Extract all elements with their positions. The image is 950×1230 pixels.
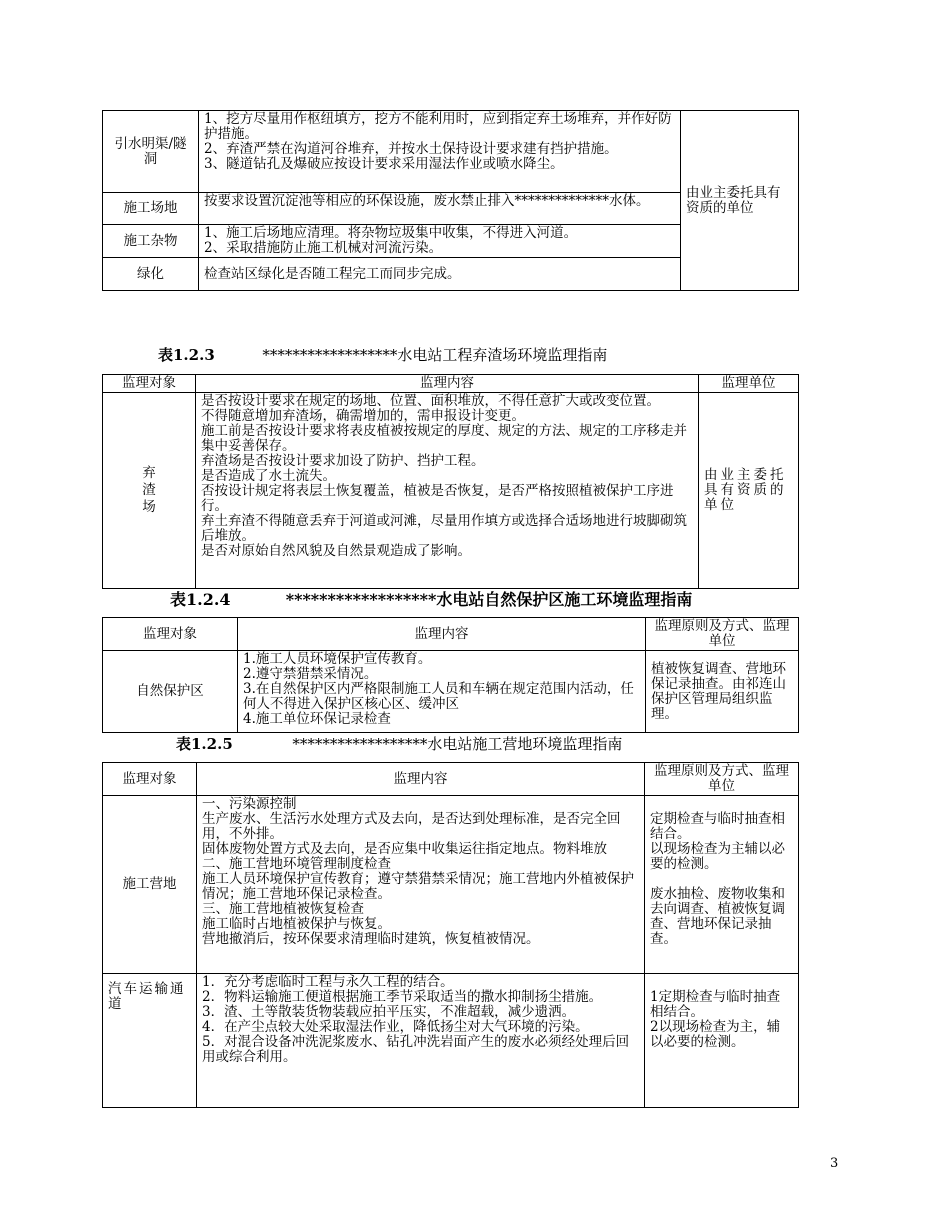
table-caption bbox=[158, 346, 607, 364]
content-line: 2、采取措施防止施工机械对河流污染。 bbox=[204, 240, 443, 256]
page-number: 3 bbox=[830, 1156, 839, 1171]
caption-number: 表1.2.4 bbox=[170, 590, 231, 609]
supervision-unit: 由业主委托具有资质的单位 bbox=[699, 393, 799, 589]
method-line: 1定期检查与临时抽查相结合。 bbox=[650, 989, 781, 1020]
table-caption bbox=[176, 735, 622, 753]
content-line: 1.施工人员环境保护宣传教育。 bbox=[243, 651, 432, 667]
content-line: 5．对混合设备冲洗泥浆废水、钻孔冲洗岩面产生的废水必须经处理后回用或综合利用。 bbox=[202, 1034, 630, 1065]
content-line: 3、隧道钻孔及爆破应按设计要求采用湿法作业或喷水降尘。 bbox=[204, 156, 564, 172]
content-line: 按要求设置沉淀池等相应的环保设施，废水禁止排入**************水体。 bbox=[204, 193, 650, 209]
row-object bbox=[103, 393, 196, 589]
row-object: 自然保护区 bbox=[103, 651, 238, 733]
content-line: 1、挖方尽量用作枢纽填方，挖方不能利用时，应到指定弃土场堆弃，并作好防护措施。 bbox=[204, 111, 672, 142]
content-line: 是否造成了水土流失。 bbox=[201, 468, 336, 484]
supervision-unit: 由业主委托具有资质的单位 bbox=[681, 111, 799, 291]
table-row bbox=[103, 651, 799, 733]
caption-number: 表1.2.3 bbox=[158, 346, 215, 364]
column-header: 监理内容 bbox=[196, 375, 699, 393]
column-header: 监理对象 bbox=[103, 375, 196, 393]
content-line: 生产废水、生活污水处理方式及去向，是否达到处理标准，是否完全回用，不外排。 bbox=[202, 811, 621, 842]
row-object: 施工营地 bbox=[103, 796, 197, 974]
column-header: 监理对象 bbox=[103, 763, 197, 796]
column-header: 监理原则及方式、监理单位 bbox=[646, 618, 799, 651]
column-header: 监理对象 bbox=[103, 618, 238, 651]
row-content bbox=[199, 258, 681, 291]
method-line: 定期检查与临时抽查相结合。 bbox=[650, 811, 785, 842]
content-line: 固体废物处置方式及去向，是否应集中收集运往指定地点。物料堆放 bbox=[202, 841, 607, 857]
object-label: 弃渣场 bbox=[142, 465, 156, 515]
row-content bbox=[238, 651, 646, 733]
column-header: 监理单位 bbox=[699, 375, 799, 393]
row-content bbox=[199, 225, 681, 258]
caption-title: ******************水电站施工营地环境监理指南 bbox=[292, 735, 623, 753]
method-line bbox=[650, 872, 793, 887]
content-line: 1、施工后场地应清理。将杂物垃圾集中收集，不得进入河道。 bbox=[204, 225, 578, 241]
row-content bbox=[196, 393, 699, 589]
content-line: 2.遵守禁猎禁采情况。 bbox=[243, 666, 378, 682]
content-line: 检查站区绿化是否随工程完工而同步完成。 bbox=[204, 265, 461, 282]
content-line: 营地撤消后，按环保要求清理临时建筑，恢复植被情况。 bbox=[202, 931, 540, 947]
content-line: 不得随意增加弃渣场，确需增加的，需申报设计变更。 bbox=[201, 408, 525, 424]
spoil-area-table bbox=[102, 374, 799, 589]
content-line: 施工人员环境保护宣传教育；遵守禁猎禁采情况；施工营地内外植被保护情况；施工营地环保记录检查。 bbox=[202, 871, 634, 902]
content-line: 否按设计规定将表层土恢复覆盖，植被是否恢复，是否严格按照植被保护工序进行。 bbox=[201, 483, 674, 514]
table-row bbox=[103, 796, 799, 974]
table-row bbox=[103, 111, 799, 193]
row-content bbox=[197, 974, 645, 1108]
table-caption bbox=[170, 591, 692, 609]
content-line: 3.在自然保护区内严格限制施工人员和车辆在规定范围内活动，任何人不得进入保护区核心区、缓冲区 bbox=[243, 681, 634, 712]
column-header: 监理内容 bbox=[197, 763, 645, 796]
table-row bbox=[103, 974, 799, 1108]
diversion-works-table bbox=[102, 110, 799, 291]
caption-title: ******************水电站自然保护区施工环境监理指南 bbox=[285, 590, 693, 609]
content-line: 三、施工营地植被恢复检查 bbox=[202, 901, 364, 917]
content-line: 是否对原始自然风貌及自然景观造成了影响。 bbox=[201, 543, 471, 559]
method-line: 以现场检查为主辅以必要的检测。 bbox=[650, 841, 785, 872]
content-line: 施工临时占地植被保护与恢复。 bbox=[202, 916, 391, 932]
row-object: 施工场地 bbox=[103, 193, 199, 225]
column-header: 监理内容 bbox=[238, 618, 646, 651]
row-object: 绿化 bbox=[103, 258, 199, 291]
row-content bbox=[197, 796, 645, 974]
table-header-row bbox=[103, 763, 799, 796]
row-content bbox=[199, 111, 681, 193]
row-content bbox=[199, 193, 681, 225]
caption-title: ******************水电站工程弃渣场环境监理指南 bbox=[262, 346, 608, 364]
content-line: 弃土弃渣不得随意丢弃于河道或河滩，尽量用作填方或选择合适场地进行坡脚砌筑后堆放。 bbox=[201, 513, 687, 544]
caption-number: 表1.2.5 bbox=[176, 735, 233, 753]
supervision-method bbox=[645, 796, 799, 974]
nature-reserve-table bbox=[102, 617, 799, 733]
construction-camp-table bbox=[102, 762, 799, 1108]
content-line: 4．在产尘点较大处采取湿法作业，降低扬尘对大气环境的污染。 bbox=[202, 1019, 589, 1035]
method-line: 2以现场检查为主，辅以必要的检测。 bbox=[650, 1019, 781, 1050]
content-line: 一、污染源控制 bbox=[202, 796, 297, 812]
content-line: 弃渣场是否按设计要求加设了防护、挡护工程。 bbox=[201, 453, 485, 469]
content-line: 4.施工单位环保记录检查 bbox=[243, 711, 391, 727]
column-header: 监理原则及方式、监理单位 bbox=[645, 763, 799, 796]
content-line: 2．物料运输施工便道根据施工季节采取适当的撒水抑制扬尘措施。 bbox=[202, 989, 603, 1005]
table-row bbox=[103, 393, 799, 589]
row-object: 引水明渠/隧洞 bbox=[103, 111, 199, 193]
row-object: 施工杂物 bbox=[103, 225, 199, 258]
content-line: 施工前是否按设计要求将表皮植被按规定的厚度、规定的方法、规定的工序移走并集中妥善保存。 bbox=[201, 423, 687, 454]
content-line: 3．渣、土等散装货物装载应拍平压实，不准超载，减少遗洒。 bbox=[202, 1004, 576, 1020]
content-line: 1．充分考虑临时工程与永久工程的结合。 bbox=[202, 974, 454, 990]
method-line: 废水抽检、废物收集和去向调查、植被恢复调查、营地环保记录抽查。 bbox=[650, 886, 785, 947]
table-header-row bbox=[103, 375, 799, 393]
content-line: 是否按设计要求在规定的场地、位置、面积堆放，不得任意扩大或改变位置。 bbox=[201, 393, 660, 409]
row-object: 汽车运输通道 bbox=[103, 974, 197, 1108]
supervision-method: 植被恢复调查、营地环保记录抽查。由祁连山保护区管理局组织监理。 bbox=[646, 651, 799, 733]
supervision-method bbox=[645, 974, 799, 1108]
content-line: 二、施工营地环境管理制度检查 bbox=[202, 856, 391, 872]
content-line: 2、弃渣严禁在沟道河谷堆弃，并按水土保持设计要求建有挡护措施。 bbox=[204, 141, 618, 157]
table-header-row bbox=[103, 618, 799, 651]
